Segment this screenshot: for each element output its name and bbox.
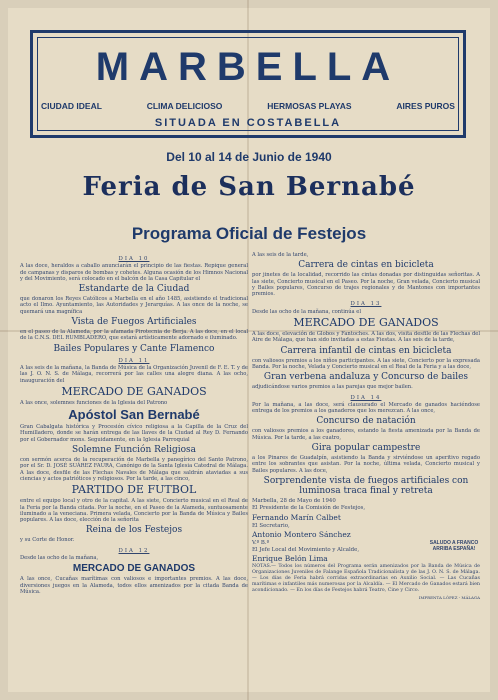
event-name: Feria de San Bernabé bbox=[82, 172, 416, 202]
program-text: y su Corte de Honor. bbox=[20, 537, 75, 544]
program-text: con sermón acerca de la recuperación de Marbella y panegírico del Santo Patrono, por el Sr. D. JOSÉ SUÁREZ FAURA, Canónigo de la Santa Iglesia Catedral de Málaga. A las doce, desfile de las Flechas Navales de Málaga que saldrán ataviadas a sus ciencias y actos patrióticos y religiosos. Por la tarde, a las cinco, bbox=[20, 457, 248, 482]
program-text: que donaron los Reyes Católicos a Marbella en el año 1485, asistiendo el tradicional acto el Ilmo. Ayuntamiento, las Autoridades y Jerarquías. A las once de la noche, se quemará una magnífica bbox=[20, 296, 248, 315]
signatory-name: Antonio Montero Sánchez bbox=[252, 529, 351, 539]
signatory-role: El Jefe Local del Movimiento y Alcalde, bbox=[252, 547, 360, 554]
program-text: entre el equipo local y otro de la capital. A las siete, Concierto musical en el Real de la Feria por la Banda citada. Por la noche, en el Paseo de la Alameda, suntuosamente iluminado a la veneciana. Primera velada, Concierto por la Banda de Música y Bailes populares. A las doce, elección de la señorita bbox=[20, 498, 248, 524]
event-heading: Apóstol San Bernabé bbox=[68, 407, 200, 423]
program-text: adjudicándose varios premios a las parejas que mejor bailen. bbox=[252, 384, 413, 391]
saludo-text: SALUDO A FRANCO ARRIBA ESPAÑA! bbox=[429, 539, 479, 552]
approval-mark: V.º B.º bbox=[252, 539, 270, 546]
event-dates: Del 10 al 14 de Junio de 1940 bbox=[166, 150, 332, 164]
event-heading: Carrera de cintas en bicicleta bbox=[298, 260, 434, 271]
program-text: Desde las ocho de la mañana, bbox=[20, 555, 99, 562]
program-column-right bbox=[252, 252, 480, 674]
program-text: A las once, Cucañas marítimas con valiosos e importantes premios. A las doce, diversiones juegos en la Alameda, todos ellos amenizados por la citada Banda de Música. bbox=[20, 576, 248, 595]
event-heading: Gran verbena andaluza y Concurso de bailes bbox=[263, 372, 469, 383]
header-frame bbox=[30, 30, 466, 138]
event-heading: Solemne Función Religiosa bbox=[71, 445, 197, 456]
date-line: Marbella, 28 de Mayo de 1940 bbox=[252, 497, 336, 504]
event-heading: Vista de Fuegos Artificiales bbox=[71, 317, 197, 328]
program-text: Por la mañana, a las doce, será clausurado el Mercado de ganados haciéndose entrega de los premios a los ganaderos que los merezcan. A las once, bbox=[252, 401, 480, 415]
signatory-role: El Secretario, bbox=[252, 522, 290, 529]
day-heading: DIA 11 bbox=[118, 357, 150, 364]
tagline-ciudad: CIUDAD IDEAL bbox=[41, 101, 102, 111]
tagline-clima: CLIMA DELICIOSO bbox=[146, 101, 223, 111]
event-heading: MERCADO DE GANADOS bbox=[293, 316, 439, 330]
event-heading: MERCADO DE GANADOS bbox=[61, 384, 207, 398]
program-text: A las once, solemnes funciones de la Iglesia del Patrono bbox=[20, 399, 168, 406]
tagline-aires: AIRES PUROS bbox=[396, 101, 455, 111]
printer-credit: IMPRENTA LÓPEZ - MÁLAGA bbox=[418, 595, 480, 601]
program-text: a los Pinares de Guadalpín, asistiendo la Banda y sirviéndose un aperitivo regado entre los sobrantes que asistan. Por la noche, última velada, Concierto musical y Bailes populares. A las doce, bbox=[252, 455, 480, 474]
approval-block bbox=[252, 540, 480, 564]
notes-text: NOTAS.— Todos los números del Programa serán amenizados por la Banda de Música de Organizaciones Juveniles de Falange Española Tradicionalista y de las J. O. N. S. de Málaga. — Los días de Feria habrá corridas extraordinarias en Auxilio Social. — Las Cucañas marítimas e infantiles más numerosas por la Alcaldía. — El Mercado de Ganados estará bien acondicionado. — En los días de Festejos habrá Teatro, Cine y Circo. bbox=[252, 564, 480, 593]
program-text: con valiosos premios a los ganadores, estando la fiesta amenizada por la Banda de Música. Por la tarde, a las cuatro, bbox=[252, 428, 480, 441]
program-text: Gran Cabalgata histórica y Procesión cívico religiosa a la Capilla de la Cruz del Humilladero, donde se harán entrega de las llaves de la Ciudad al Rey D. Fernando por el Gobernador mons. Seguidamente, en la Iglesia Parroquial bbox=[20, 424, 248, 443]
program-text: por jinetes de la localidad, recorrido las cintas donadas por distinguidas señoritas. A las siete, Concierto musical en el Paseo. Por la noche, Gran velada, Concierto musical y Bailes populares, Concurso de trajes regionales y de Mantones con importantes premios. bbox=[252, 272, 480, 298]
town-title: MARBELLA bbox=[95, 45, 401, 89]
program-text: A las doce, heraldos a caballo anunciarán el principio de las fiestas. Repique general de campanas y disparos de bombas y cohetes. Alguna ocasión de los Himnos Nacional y del Movimiento, será colocado en el balcón de la Casa Capitular el bbox=[20, 263, 248, 282]
event-heading: Concurso de natación bbox=[316, 416, 416, 427]
day-heading: DIA 10 bbox=[118, 256, 150, 262]
signatory-name: Enrique Belón Lima bbox=[252, 554, 328, 564]
day-heading: DIA 14 bbox=[350, 394, 382, 401]
program-text: A las doce, elevación de Globos y Fantoches. A las dos, visita desfile de las Flechas del Aire de Málaga, que han sido invitadas a estas Fiestas. A las seis de la tarde, bbox=[252, 331, 480, 344]
event-heading: Sorprendente vista de fuegos artificiales con luminosa traca final y retreta bbox=[263, 475, 469, 496]
signatory-name: Fernando Marín Calbet bbox=[252, 512, 341, 522]
event-heading: MERCADO DE GANADOS bbox=[72, 563, 196, 575]
tagline-row bbox=[41, 101, 455, 111]
tagline-playas: HERMOSAS PLAYAS bbox=[267, 101, 352, 111]
program-title: Programa Oficial de Festejos bbox=[131, 224, 367, 243]
event-heading: Estandarte de la Ciudad bbox=[78, 284, 190, 295]
event-heading: Carrera infantil de cintas en bicicleta bbox=[280, 345, 452, 356]
program-text: con valiosos premios a los niños participantes. A las siete, Concierto por la expresada Banda. Por la noche, Velada y Concierto musical en el Real de la Feria y a las doce, bbox=[252, 357, 480, 370]
day-heading: DIA 12 bbox=[118, 547, 150, 554]
day-heading: DIA 13 bbox=[350, 301, 382, 308]
program-text: A las seis de la tarde, bbox=[252, 252, 309, 258]
program-column-left bbox=[20, 252, 248, 674]
event-heading: Gira popular campestre bbox=[311, 443, 421, 454]
program-text: Desde las ocho de la mañana, continúa el bbox=[252, 308, 362, 315]
location-line: SITUADA EN COSTABELLA bbox=[154, 117, 342, 129]
signatory-role: El Presidente de la Comisión de Festejos, bbox=[252, 505, 366, 512]
event-heading: PARTIDO DE FUTBOL bbox=[71, 483, 197, 497]
program-text: en el paseo de la Alameda, por la afamada Pirotecnia de Berja. A las doce, en el local de la C.N.S. DEL RUMBLADERO, que estará artísticamente adornado e iluminado. bbox=[20, 329, 248, 342]
event-heading: Bailes Populares y Cante Flamenco bbox=[53, 343, 215, 354]
event-heading: Reina de los Festejos bbox=[85, 525, 183, 536]
program-text: A las seis de la mañana, la Banda de Música de la Organización Juvenil de F. E. T. y de las J. O. N. S. de Málaga, recorrerá por las calles una alegre diana. A las ocho, inauguración del bbox=[20, 364, 248, 384]
